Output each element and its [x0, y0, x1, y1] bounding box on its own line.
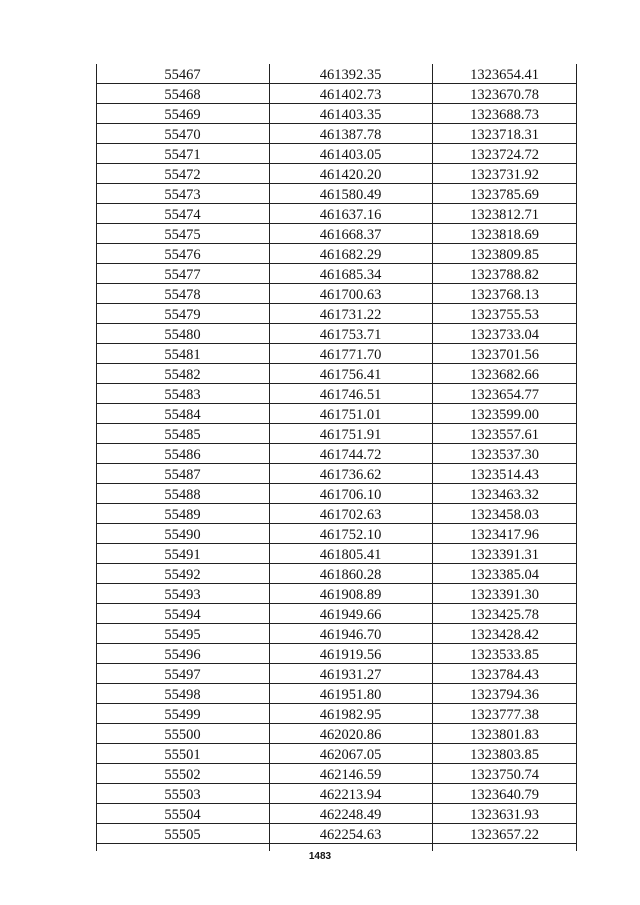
x-coordinate-cell: 461753.71	[319, 327, 382, 343]
x-coordinate-cell: 461771.70	[319, 347, 382, 363]
point-id-cell: 55479	[164, 307, 201, 323]
point-id-cell: 55478	[164, 287, 201, 303]
point-id-cell: 55491	[164, 547, 201, 563]
point-id-cell: 55484	[164, 407, 201, 423]
point-id-cell: 55485	[164, 427, 201, 443]
y-coordinate-cell: 1323514.43	[470, 467, 539, 483]
point-id-cell: 55474	[164, 207, 201, 223]
y-coordinate-cell: 1323812.71	[470, 207, 539, 223]
x-coordinate-cell: 461860.28	[319, 567, 382, 583]
table-row	[96, 444, 577, 464]
y-coordinate-cell: 1323425.78	[470, 607, 539, 623]
y-coordinate-cell: 1323731.92	[470, 167, 539, 183]
table-row	[96, 704, 577, 724]
y-coordinate-cell: 1323670.78	[470, 87, 539, 103]
y-coordinate-cell: 1323755.53	[470, 307, 539, 323]
table-row	[96, 584, 577, 604]
point-id-cell: 55473	[164, 187, 201, 203]
table-row	[96, 464, 577, 484]
x-coordinate-cell: 461756.41	[319, 367, 382, 383]
table-row	[96, 244, 577, 264]
x-coordinate-cell: 461402.73	[319, 87, 382, 103]
point-id-cell: 55482	[164, 367, 201, 383]
x-coordinate-cell: 461420.20	[319, 167, 382, 183]
y-coordinate-cell: 1323818.69	[470, 227, 539, 243]
x-coordinate-cell: 461752.10	[319, 527, 382, 543]
table-row	[96, 84, 577, 104]
y-coordinate-cell: 1323463.32	[470, 487, 539, 503]
y-coordinate-cell: 1323654.41	[470, 67, 539, 83]
y-coordinate-cell: 1323788.82	[470, 267, 539, 283]
table-row	[96, 324, 577, 344]
table-row	[96, 144, 577, 164]
y-coordinate-cell: 1323640.79	[470, 787, 539, 803]
page-number: 1483	[308, 851, 332, 862]
table-row	[96, 224, 577, 244]
table-row	[96, 404, 577, 424]
table-row	[96, 804, 577, 824]
x-coordinate-cell: 462248.49	[319, 807, 382, 823]
x-coordinate-cell: 462254.63	[319, 827, 382, 843]
x-coordinate-cell: 461744.72	[319, 447, 382, 463]
table-row	[96, 664, 577, 684]
x-coordinate-cell: 461403.05	[319, 147, 382, 163]
point-id-cell: 55490	[164, 527, 201, 543]
y-coordinate-cell: 1323657.22	[470, 827, 539, 843]
point-id-cell: 55493	[164, 587, 201, 603]
table-row	[96, 184, 577, 204]
y-coordinate-cell: 1323777.38	[470, 707, 539, 723]
table-row	[96, 384, 577, 404]
point-id-cell: 55468	[164, 87, 201, 103]
y-coordinate-cell: 1323688.73	[470, 107, 539, 123]
y-coordinate-cell: 1323785.69	[470, 187, 539, 203]
table-row	[96, 604, 577, 624]
point-id-cell: 55467	[164, 67, 201, 83]
x-coordinate-cell: 461685.34	[319, 267, 382, 283]
point-id-cell: 55501	[164, 747, 201, 763]
point-id-cell: 55505	[164, 827, 201, 843]
y-coordinate-cell: 1323682.66	[470, 367, 539, 383]
x-coordinate-cell: 462146.59	[319, 767, 382, 783]
point-id-cell: 55470	[164, 127, 201, 143]
y-coordinate-cell: 1323733.04	[470, 327, 539, 343]
y-coordinate-cell: 1323385.04	[470, 567, 539, 583]
table-row	[96, 824, 577, 844]
y-coordinate-cell: 1323801.83	[470, 727, 539, 743]
y-coordinate-cell: 1323599.00	[470, 407, 539, 423]
table-row	[96, 364, 577, 384]
x-coordinate-cell: 461580.49	[319, 187, 382, 203]
table-row	[96, 304, 577, 324]
y-coordinate-cell: 1323428.42	[470, 627, 539, 643]
table-row	[96, 504, 577, 524]
x-coordinate-cell: 462067.05	[319, 747, 382, 763]
y-coordinate-cell: 1323718.31	[470, 127, 539, 143]
point-id-cell: 55472	[164, 167, 201, 183]
x-coordinate-cell: 461946.70	[319, 627, 382, 643]
x-coordinate-cell: 461751.91	[319, 427, 382, 443]
table-row	[96, 484, 577, 504]
point-id-cell: 55483	[164, 387, 201, 403]
x-coordinate-cell: 461919.56	[319, 647, 382, 663]
point-id-cell: 55471	[164, 147, 201, 163]
y-coordinate-cell: 1323557.61	[470, 427, 539, 443]
point-id-cell: 55492	[164, 567, 201, 583]
table-row	[96, 724, 577, 744]
point-id-cell: 55475	[164, 227, 201, 243]
x-coordinate-cell: 461949.66	[319, 607, 382, 623]
x-coordinate-cell: 462020.86	[319, 727, 382, 743]
x-coordinate-cell: 461908.89	[319, 587, 382, 603]
table-row	[96, 204, 577, 224]
point-id-cell: 55496	[164, 647, 201, 663]
x-coordinate-cell: 461736.62	[319, 467, 382, 483]
table-row	[96, 544, 577, 564]
point-id-cell: 55498	[164, 687, 201, 703]
y-coordinate-cell: 1323701.56	[470, 347, 539, 363]
point-id-cell: 55476	[164, 247, 201, 263]
y-coordinate-cell: 1323784.43	[470, 667, 539, 683]
x-coordinate-cell: 461951.80	[319, 687, 382, 703]
table-row	[96, 524, 577, 544]
y-coordinate-cell: 1323794.36	[470, 687, 539, 703]
table-row	[96, 424, 577, 444]
table-row	[96, 164, 577, 184]
point-id-cell: 55488	[164, 487, 201, 503]
y-coordinate-cell: 1323809.85	[470, 247, 539, 263]
y-coordinate-cell: 1323750.74	[470, 767, 539, 783]
y-coordinate-cell: 1323391.31	[470, 547, 539, 563]
x-coordinate-cell: 461751.01	[319, 407, 382, 423]
table-row	[96, 784, 577, 804]
y-coordinate-cell: 1323458.03	[470, 507, 539, 523]
x-coordinate-cell: 461931.27	[319, 667, 382, 683]
y-coordinate-cell: 1323768.13	[470, 287, 539, 303]
table-row	[96, 644, 577, 664]
x-coordinate-cell: 461392.35	[319, 67, 382, 83]
table-row	[96, 624, 577, 644]
y-coordinate-cell: 1323803.85	[470, 747, 539, 763]
point-id-cell: 55489	[164, 507, 201, 523]
x-coordinate-cell: 461805.41	[319, 547, 382, 563]
x-coordinate-cell: 461702.63	[319, 507, 382, 523]
table-row	[96, 124, 577, 144]
table-row	[96, 344, 577, 364]
x-coordinate-cell: 461403.35	[319, 107, 382, 123]
point-id-cell: 55486	[164, 447, 201, 463]
x-coordinate-cell: 461731.22	[319, 307, 382, 323]
point-id-cell: 55499	[164, 707, 201, 723]
y-coordinate-cell: 1323537.30	[470, 447, 539, 463]
table-row	[96, 264, 577, 284]
table-row	[96, 284, 577, 304]
x-coordinate-cell: 461637.16	[319, 207, 382, 223]
table-row	[96, 684, 577, 704]
x-coordinate-cell: 461982.95	[319, 707, 382, 723]
point-id-cell: 55497	[164, 667, 201, 683]
y-coordinate-cell: 1323417.96	[470, 527, 539, 543]
table-row	[96, 104, 577, 124]
point-id-cell: 55495	[164, 627, 201, 643]
x-coordinate-cell: 462213.94	[319, 787, 382, 803]
point-id-cell: 55477	[164, 267, 201, 283]
coordinate-table	[96, 64, 577, 845]
table-row	[96, 744, 577, 764]
table-row	[96, 564, 577, 584]
table-row	[96, 64, 577, 84]
y-coordinate-cell: 1323533.85	[470, 647, 539, 663]
point-id-cell: 55481	[164, 347, 201, 363]
x-coordinate-cell: 461668.37	[319, 227, 382, 243]
point-id-cell: 55502	[164, 767, 201, 783]
y-coordinate-cell: 1323631.93	[470, 807, 539, 823]
table-row	[96, 764, 577, 784]
x-coordinate-cell: 461682.29	[319, 247, 382, 263]
row-rule	[96, 843, 577, 844]
x-coordinate-cell: 461746.51	[319, 387, 382, 403]
point-id-cell: 55487	[164, 467, 201, 483]
point-id-cell: 55503	[164, 787, 201, 803]
point-id-cell: 55500	[164, 727, 201, 743]
y-coordinate-cell: 1323391.30	[470, 587, 539, 603]
point-id-cell: 55469	[164, 107, 201, 123]
x-coordinate-cell: 461387.78	[319, 127, 382, 143]
x-coordinate-cell: 461700.63	[319, 287, 382, 303]
y-coordinate-cell: 1323724.72	[470, 147, 539, 163]
point-id-cell: 55504	[164, 807, 201, 823]
y-coordinate-cell: 1323654.77	[470, 387, 539, 403]
x-coordinate-cell: 461706.10	[319, 487, 382, 503]
point-id-cell: 55480	[164, 327, 201, 343]
point-id-cell: 55494	[164, 607, 201, 623]
